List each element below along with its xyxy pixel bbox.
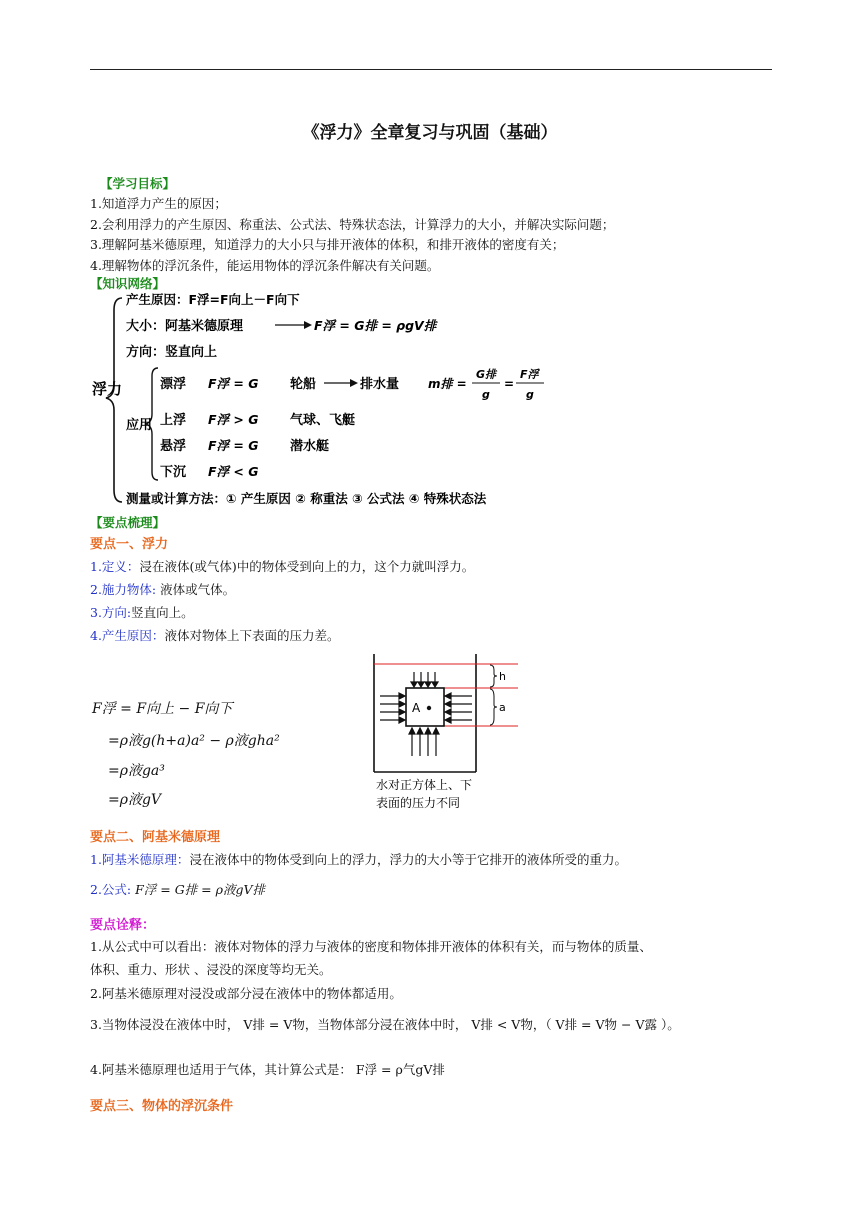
goal-item: 3.理解阿基米德原理，知道浮力的大小只与排开液体的体积，和排开液体的密度有关； bbox=[90, 237, 565, 252]
point2-item bbox=[90, 850, 627, 868]
mass-den: g bbox=[526, 388, 534, 401]
derivation-line: =ρ液ga³ bbox=[108, 763, 165, 779]
item-text: 浸在液体中的物体受到向上的浮力，浮力的大小等于它排开的液体所受的重力。 bbox=[189, 852, 627, 867]
item-formula: F浮 = G排 = ρ液gV排 bbox=[131, 882, 265, 897]
apply-state: 下沉 bbox=[160, 465, 187, 480]
apply-condition: F浮 > G bbox=[208, 412, 259, 427]
apply-condition: F浮 = G bbox=[208, 376, 259, 391]
pressure-arrows-right bbox=[445, 693, 472, 723]
item-text: 竖直向上。 bbox=[131, 605, 194, 620]
mass-eq: = bbox=[504, 377, 515, 391]
item-text: 液体或气体。 bbox=[156, 582, 236, 597]
apply-state: 漂浮 bbox=[160, 377, 187, 392]
network-root: 浮力 bbox=[92, 380, 123, 398]
mass-num2: F浮 bbox=[520, 368, 539, 381]
network-size: 大小：阿基米德原理 bbox=[126, 319, 244, 334]
pressure-arrows-left bbox=[380, 693, 405, 723]
arrow-head bbox=[350, 379, 358, 387]
figure-caption: 表面的压力不同 bbox=[376, 796, 461, 810]
note-item: 3.当物体浸没在液体中时， V排 = V物，当物体部分浸在液体中时， V排 < V物，（ V排 = V物 − V露 ）。 bbox=[90, 1017, 680, 1032]
page-title: 《浮力》全章复习与巩固（基础） bbox=[302, 123, 558, 143]
network-methods: 测量或计算方法：① 产生原因 ② 称重法 ③ 公式法 ④ 特殊状态法 bbox=[126, 491, 487, 506]
item-label: 4.产生原因： bbox=[90, 628, 165, 643]
goal-item: 1.知道浮力产生的原因； bbox=[90, 196, 227, 211]
cube-center-dot bbox=[427, 706, 431, 710]
apply-condition: F浮 < G bbox=[208, 464, 259, 479]
point1-item bbox=[90, 626, 339, 644]
figure-caption: 水对正方体上、下 bbox=[376, 778, 473, 792]
derivation-line: F浮 = F向上 − F向下 bbox=[92, 701, 233, 717]
item-label: 1.定义： bbox=[90, 559, 140, 574]
goal-item: 2.会利用浮力的产生原因、称重法、公式法、特殊状态法，计算浮力的大小，并解决实际问题； bbox=[90, 217, 615, 232]
point3-heading: 要点三、物体的浮沉条件 bbox=[90, 1099, 234, 1114]
note-item: 1.从公式中可以看出：液体对物体的浮力与液体的密度和物体排开液体的体积有关，而与物体的质量、 bbox=[90, 939, 652, 954]
a-brace bbox=[490, 689, 497, 725]
goals-heading: 【学习目标】 bbox=[100, 176, 176, 191]
apply-example: 潜水艇 bbox=[290, 439, 330, 454]
network-direction: 方向：竖直向上 bbox=[126, 345, 218, 360]
pressure-arrows-bottom bbox=[409, 728, 439, 756]
apply-state: 悬浮 bbox=[160, 439, 187, 454]
header-rule bbox=[90, 69, 772, 70]
knowledge-network-diagram bbox=[92, 290, 602, 508]
h-label: h bbox=[499, 670, 506, 683]
network-heading: 【知识网络】 bbox=[90, 276, 166, 291]
network-cause: 产生原因：F浮=F向上－F向下 bbox=[126, 292, 300, 307]
item-label: 3.方向: bbox=[90, 605, 132, 620]
h-brace bbox=[490, 665, 497, 687]
point2-item bbox=[90, 880, 265, 898]
apply-example: 轮船 bbox=[290, 377, 317, 392]
note-item: 2.阿基米德原理对浸没或部分浸在液体中的物体都适用。 bbox=[90, 986, 402, 1001]
pressure-arrows-top bbox=[411, 672, 438, 687]
item-text: 液体对物体上下表面的压力差。 bbox=[164, 628, 340, 643]
apply-extra: 排水量 bbox=[360, 377, 400, 392]
notes-heading: 要点诠释： bbox=[90, 918, 156, 933]
note-item: 4.阿基米德原理也适用于气体，其计算公式是： F浮 = ρ气gV排 bbox=[90, 1062, 445, 1077]
network-size-formula: F浮 = G排 = ρgV排 bbox=[314, 318, 437, 333]
apply-state: 上浮 bbox=[160, 413, 187, 428]
apply-condition: F浮 = G bbox=[208, 438, 259, 453]
derivation-line: =ρ液gV bbox=[108, 792, 162, 808]
network-apply: 应用 bbox=[126, 418, 153, 433]
cube-label: A bbox=[412, 701, 421, 715]
apply-example: 气球、飞艇 bbox=[290, 413, 356, 428]
item-text: 浸在液体(或气体)中的物体受到向上的力，这个力就叫浮力。 bbox=[139, 559, 475, 574]
points-heading: 【要点梳理】 bbox=[90, 515, 166, 530]
point1-item bbox=[90, 557, 474, 575]
main-brace bbox=[106, 298, 122, 502]
a-label: a bbox=[499, 701, 506, 714]
item-label: 2.施力物体: bbox=[90, 582, 157, 597]
mass-den: g bbox=[482, 388, 490, 401]
note-item: 体积、重力、形状 、浸没的深度等均无关。 bbox=[90, 962, 332, 977]
point1-heading: 要点一、浮力 bbox=[90, 537, 169, 552]
mass-formula-left: m排 = bbox=[428, 377, 467, 391]
item-label: 2.公式: bbox=[90, 882, 132, 897]
derivation-line: =ρ液g(h+a)a² − ρ液gha² bbox=[108, 733, 280, 749]
pressure-figure bbox=[368, 652, 520, 812]
point1-item bbox=[90, 580, 235, 598]
point1-item bbox=[90, 603, 194, 621]
mass-num1: G排 bbox=[476, 368, 497, 381]
point2-heading: 要点二、阿基米德原理 bbox=[90, 830, 221, 845]
item-label: 1.阿基米德原理： bbox=[90, 852, 190, 867]
arrow-head bbox=[304, 321, 312, 329]
goal-item: 4.理解物体的浮沉条件，能运用物体的浮沉条件解决有关问题。 bbox=[90, 258, 440, 273]
